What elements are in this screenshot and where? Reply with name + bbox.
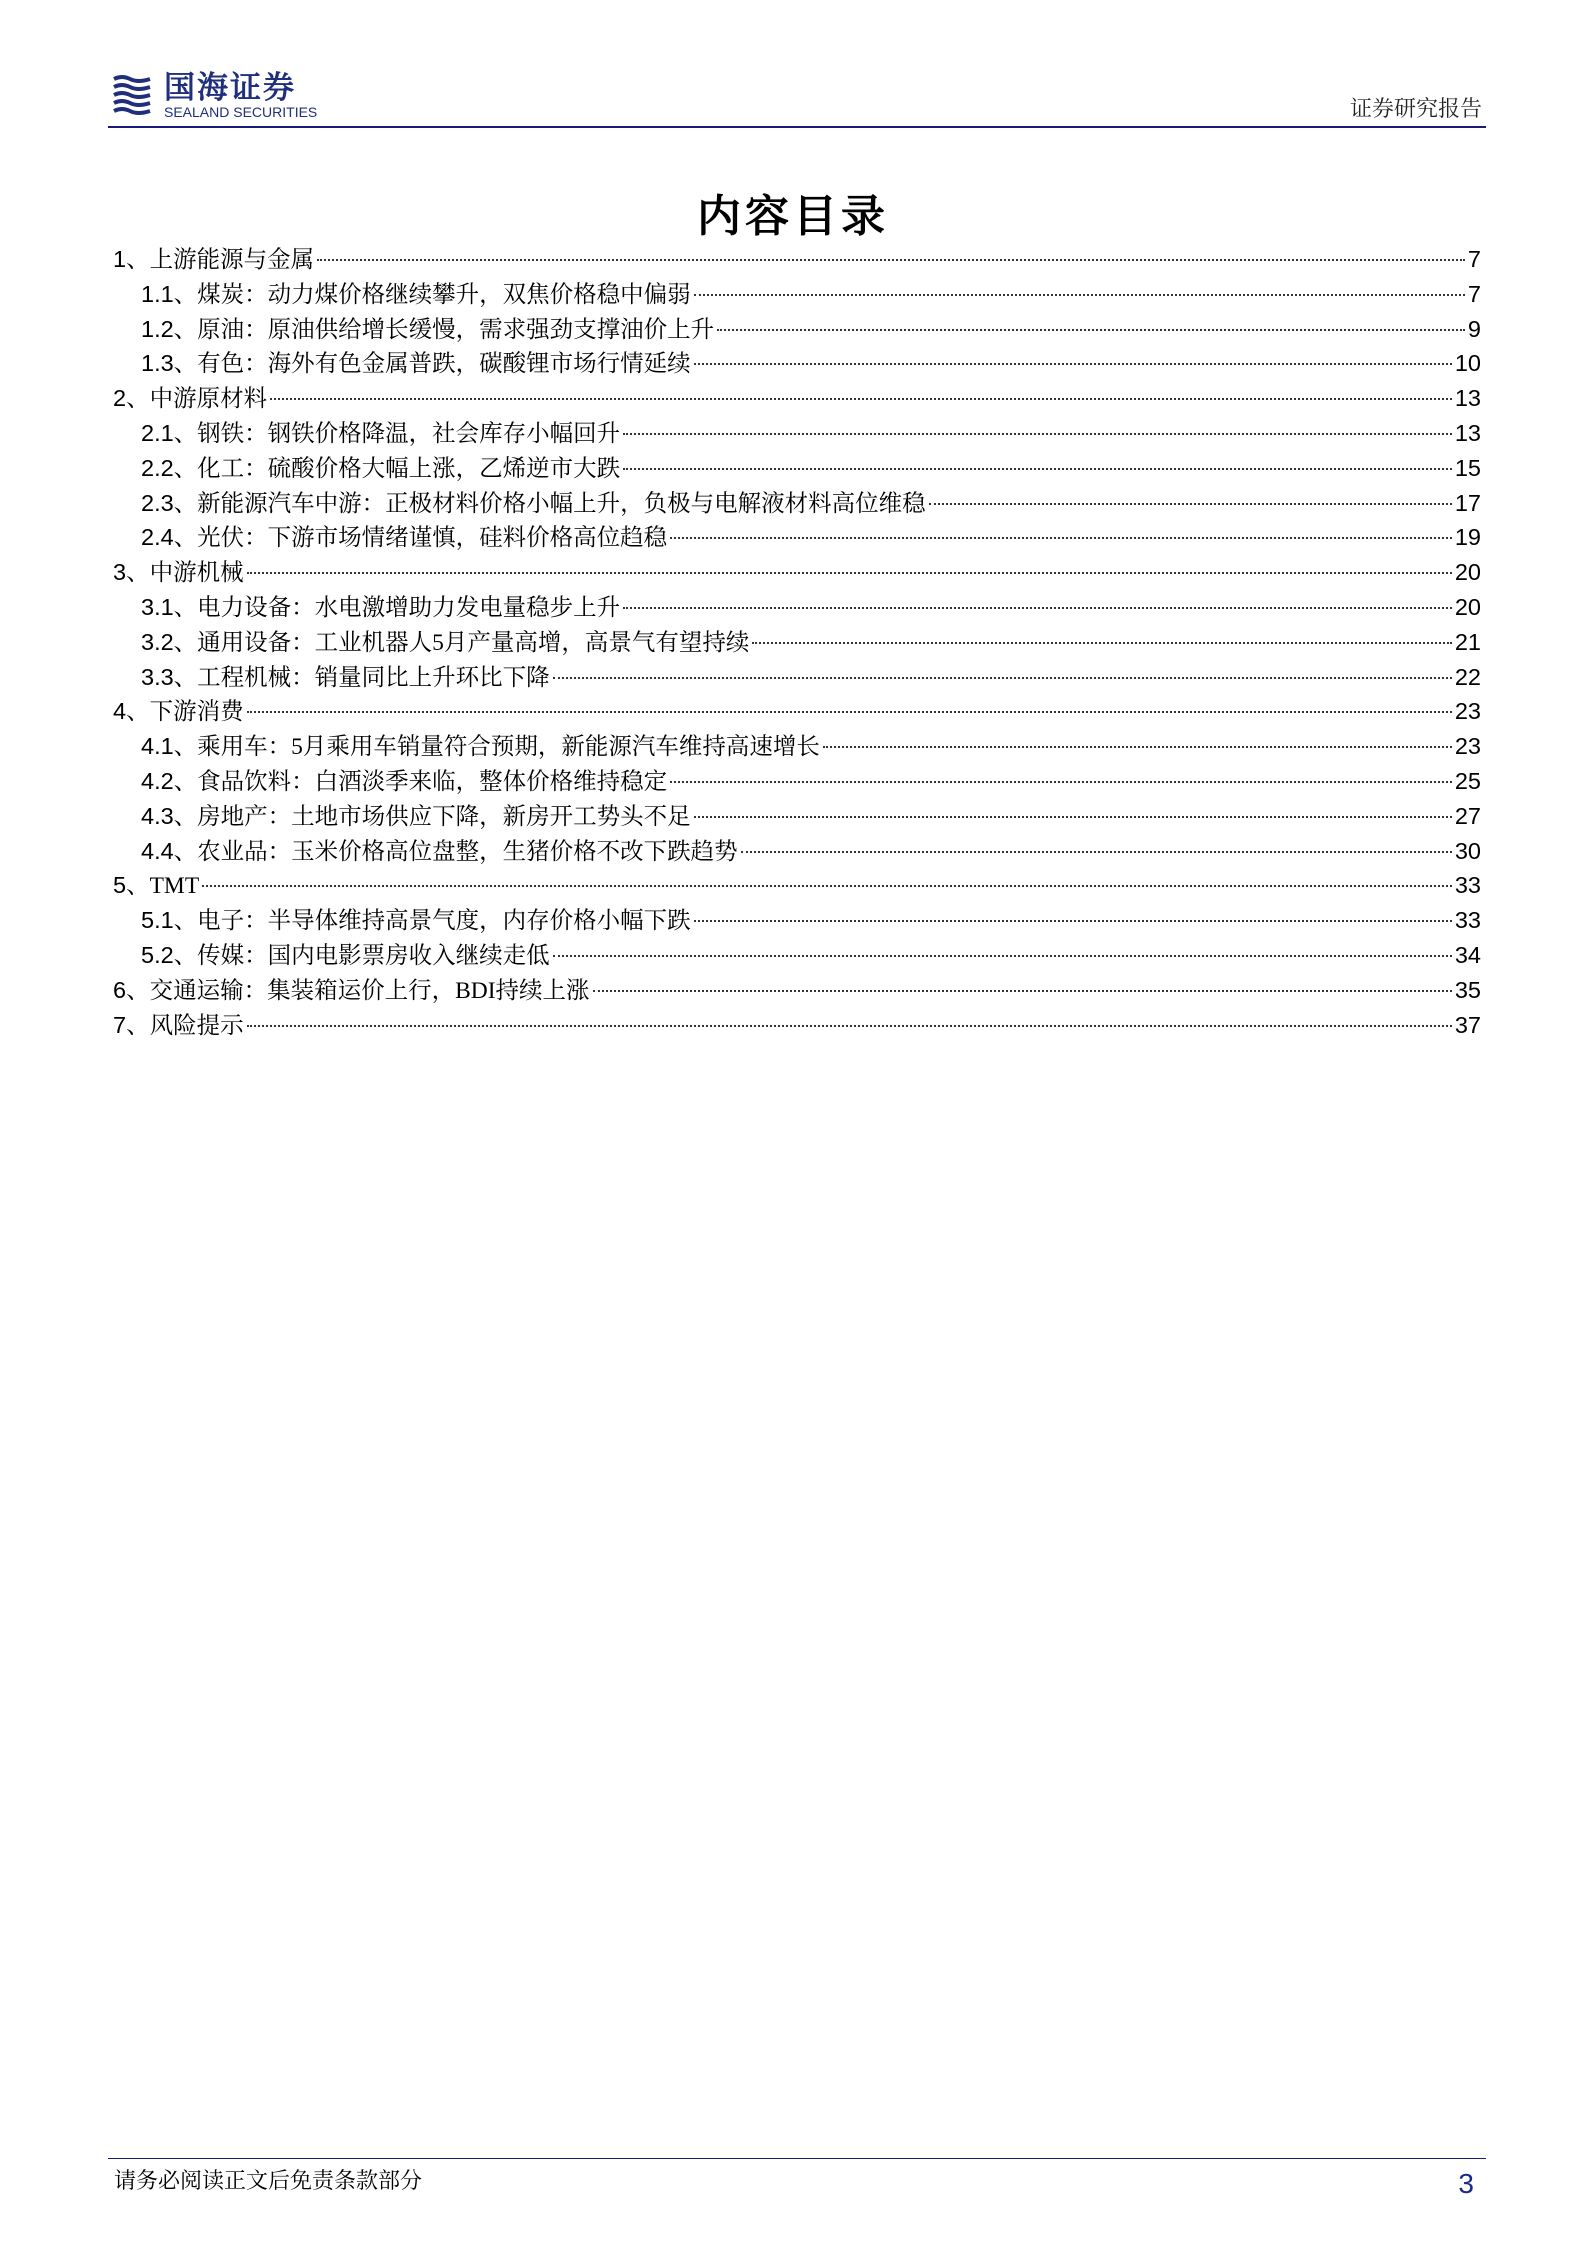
toc-leader-dots [270, 398, 1452, 400]
toc-entry-number: 4.4、 [141, 837, 198, 864]
toc-leader-dots [593, 990, 1452, 992]
toc-leader-dots [247, 711, 1452, 713]
logo-chinese-name: 国海证券 [164, 70, 296, 105]
toc-entry[interactable] [113, 799, 1481, 834]
header-divider [108, 126, 1486, 128]
toc-entry-number: 4.1、 [141, 733, 198, 760]
toc-entry-label: 乘用车：5月乘用车销量符合预期，新能源汽车维持高速增长 [197, 734, 820, 761]
toc-entry-label: 中游机械 [149, 560, 244, 587]
toc-entry-page: 15 [1454, 454, 1481, 481]
toc-entry[interactable] [113, 451, 1481, 486]
toc-entry-page: 23 [1454, 733, 1481, 760]
toc-entry[interactable] [113, 277, 1481, 312]
toc-entry-page: 23 [1454, 698, 1481, 725]
toc-entry-label: 通用设备：工业机器人5月产量高增，高景气有望持续 [197, 629, 750, 656]
toc-entry[interactable] [113, 590, 1481, 625]
table-of-contents [113, 242, 1481, 1042]
toc-leader-dots [823, 746, 1452, 748]
toc-leader-dots [623, 607, 1452, 609]
toc-entry-number: 4、 [113, 698, 150, 725]
toc-entry-page: 30 [1454, 837, 1481, 864]
toc-entry-number: 3.1、 [141, 593, 198, 620]
footer-disclaimer: 请务必阅读正文后免责条款部分 [114, 2168, 423, 2193]
toc-entry-label: 中游原材料 [149, 386, 268, 413]
toc-entry-number: 2.4、 [141, 524, 198, 551]
toc-entry-label: 电力设备：水电激增助力发电量稳步上升 [197, 594, 621, 621]
toc-leader-dots [247, 1025, 1452, 1027]
toc-entry-label: 传媒：国内电影票房收入继续走低 [197, 942, 550, 969]
toc-entry[interactable] [113, 416, 1481, 451]
toc-entry[interactable] [113, 729, 1481, 764]
page-number: 3 [1458, 2168, 1474, 2199]
toc-entry-label: TMT [149, 873, 200, 900]
toc-entry-label: 钢铁：钢铁价格降温，社会库存小幅回升 [197, 420, 621, 447]
toc-entry-page: 17 [1454, 489, 1481, 516]
toc-entry[interactable] [113, 660, 1481, 695]
toc-leader-dots [694, 363, 1452, 365]
toc-leader-dots [752, 642, 1451, 644]
toc-entry-number: 4.2、 [141, 767, 198, 794]
toc-entry-label: 下游消费 [149, 699, 244, 726]
toc-entry-number: 3、 [113, 559, 150, 586]
toc-entry-label: 光伏：下游市场情绪谨慎，硅料价格高位趋稳 [197, 525, 668, 552]
toc-entry-label: 上游能源与金属 [149, 247, 315, 273]
toc-entry-label: 化工：硫酸价格大幅上涨，乙烯逆市大跌 [197, 455, 621, 482]
toc-entry-number: 5、 [113, 872, 150, 899]
toc-entry[interactable] [113, 938, 1481, 973]
toc-entry-number: 1.2、 [141, 315, 198, 342]
toc-entry-page: 20 [1454, 593, 1481, 620]
toc-entry[interactable] [113, 381, 1481, 416]
toc-entry-number: 7、 [113, 1011, 150, 1038]
toc-entry-page: 7 [1467, 280, 1481, 307]
toc-leader-dots [694, 816, 1452, 818]
toc-entry-number: 2、 [113, 385, 150, 412]
toc-entry-label: 风险提示 [149, 1012, 244, 1039]
toc-entry[interactable] [113, 346, 1481, 381]
toc-entry[interactable] [113, 520, 1481, 555]
toc-entry[interactable] [113, 555, 1481, 590]
toc-entry-number: 4.3、 [141, 802, 198, 829]
toc-leader-dots [553, 955, 1452, 957]
toc-entry-number: 2.2、 [141, 454, 198, 481]
toc-leader-dots [553, 677, 1452, 679]
toc-entry-page: 19 [1454, 524, 1481, 551]
toc-leader-dots [247, 572, 1452, 574]
toc-leader-dots [694, 294, 1465, 296]
toc-leader-dots [694, 920, 1452, 922]
toc-entry-label: 有色：海外有色金属普跌，碳酸锂市场行情延续 [197, 351, 691, 378]
toc-entry-number: 3.2、 [141, 628, 198, 655]
toc-entry-label: 交通运输：集装箱运价上行，BDI持续上涨 [149, 977, 590, 1004]
toc-entry[interactable] [113, 312, 1481, 347]
toc-entry-page: 7 [1467, 246, 1481, 272]
toc-entry-page: 33 [1454, 907, 1481, 934]
toc-entry-number: 1.1、 [141, 280, 198, 307]
toc-entry-page: 27 [1454, 802, 1481, 829]
toc-entry-label: 食品饮料：白酒淡季来临，整体价格维持稳定 [197, 768, 668, 795]
toc-entry-label: 新能源汽车中游：正极材料价格小幅上升，负极与电解液材料高位维稳 [197, 490, 926, 517]
toc-entry-number: 1、 [113, 246, 150, 272]
sealand-wave-logo-icon [112, 75, 152, 117]
page-title: 内容目录 [697, 192, 889, 241]
toc-leader-dots [623, 433, 1452, 435]
toc-entry-label: 房地产：土地市场供应下降，新房开工势头不足 [197, 803, 691, 830]
toc-entry-page: 20 [1454, 559, 1481, 586]
toc-entry-label: 电子：半导体维持高景气度，内存价格小幅下跌 [197, 908, 691, 935]
toc-entry[interactable] [113, 242, 1481, 277]
toc-leader-dots [670, 781, 1452, 783]
toc-entry-label: 农业品：玉米价格高位盘整，生猪价格不改下跌趋势 [197, 838, 738, 865]
toc-leader-dots [717, 329, 1465, 331]
report-type-label: 证券研究报告 [1349, 96, 1482, 121]
toc-entry-page: 33 [1454, 872, 1481, 899]
toc-leader-dots [741, 851, 1452, 853]
toc-leader-dots [623, 468, 1452, 470]
logo-english-name: SEALAND SECURITIES [164, 104, 318, 120]
toc-entry[interactable] [113, 694, 1481, 729]
toc-entry-label: 原油：原油供给增长缓慢，需求强劲支撑油价上升 [197, 316, 715, 343]
toc-leader-dots [317, 259, 1465, 261]
toc-entry-page: 22 [1454, 663, 1481, 690]
toc-leader-dots [202, 885, 1452, 887]
toc-entry[interactable] [113, 1008, 1481, 1043]
toc-entry-number: 2.1、 [141, 419, 198, 446]
toc-entry-number: 5.1、 [141, 907, 198, 934]
footer-divider [108, 2158, 1486, 2159]
toc-entry[interactable] [113, 868, 1481, 903]
toc-entry[interactable] [113, 764, 1481, 799]
toc-entry[interactable] [113, 486, 1481, 521]
toc-entry[interactable] [113, 834, 1481, 869]
toc-entry-page: 25 [1454, 767, 1481, 794]
toc-entry-number: 6、 [113, 976, 150, 1003]
toc-entry-page: 35 [1454, 976, 1481, 1003]
toc-entry-page: 9 [1467, 315, 1481, 342]
toc-entry-number: 2.3、 [141, 489, 198, 516]
company-logo [112, 72, 317, 120]
toc-entry-page: 13 [1454, 419, 1481, 446]
toc-entry-page: 13 [1454, 385, 1481, 412]
toc-entry-number: 1.3、 [141, 350, 198, 377]
toc-entry[interactable] [113, 903, 1481, 938]
toc-leader-dots [670, 537, 1452, 539]
toc-entry-page: 34 [1454, 941, 1481, 968]
toc-entry-label: 工程机械：销量同比上升环比下降 [197, 664, 550, 691]
toc-entry-label: 煤炭：动力煤价格继续攀升，双焦价格稳中偏弱 [197, 281, 691, 308]
toc-leader-dots [929, 503, 1452, 505]
toc-entry-page: 37 [1454, 1011, 1481, 1038]
toc-entry-page: 10 [1454, 350, 1481, 377]
toc-entry[interactable] [113, 625, 1481, 660]
toc-entry-number: 5.2、 [141, 941, 198, 968]
toc-entry-number: 3.3、 [141, 663, 198, 690]
toc-entry-page: 21 [1454, 628, 1481, 655]
toc-entry[interactable] [113, 973, 1481, 1008]
